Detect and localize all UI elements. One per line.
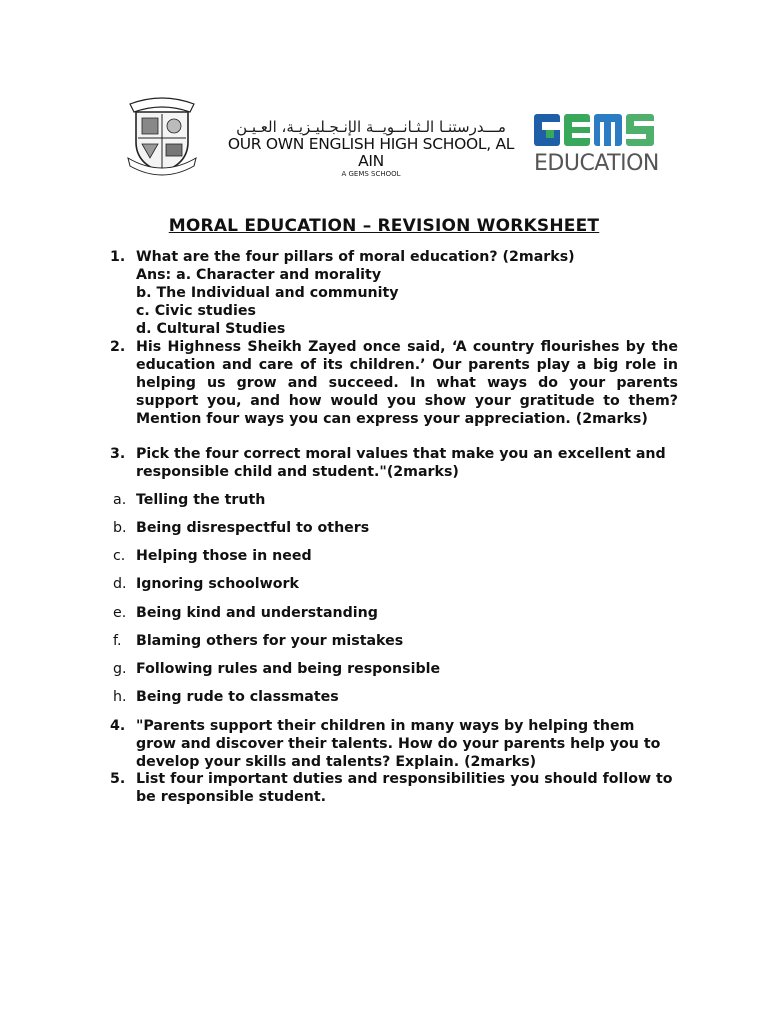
option-item: [110, 575, 678, 593]
option-text: Being disrespectful to others: [136, 520, 370, 536]
question-number: 1.: [110, 249, 126, 265]
option-text: Being kind and understanding: [136, 605, 378, 621]
option-text: Blaming others for your mistakes: [136, 633, 404, 649]
option-letter: e.: [113, 605, 127, 621]
option-text: Ignoring schoolwork: [136, 576, 299, 592]
option-text: Helping those in need: [136, 548, 312, 564]
option-text: Telling the truth: [136, 492, 266, 508]
option-item: [110, 547, 678, 565]
answer-line: Ans: a. Character and morality: [136, 267, 382, 283]
answer-line: c. Civic studies: [136, 303, 256, 319]
question-3: [110, 445, 678, 481]
option-item: [110, 660, 678, 678]
question-text: What are the four pillars of moral education? (2marks): [136, 249, 575, 265]
school-name-arabic: مـــدرستنـا الـثـانــويــة الإنـجـليـزيـة، العـيـن: [236, 118, 506, 136]
gems-education-logo: [532, 112, 659, 178]
gems-logo-mark: [532, 112, 656, 148]
question-text: "Parents support their children in many ways by helping them grow and discover their talents. How do your parents help you to develop your skills and talents? Explain. (2marks): [136, 718, 661, 770]
question-text: Pick the four correct moral values that make you an excellent and responsible child and student."(2marks): [136, 446, 666, 480]
option-item: [110, 519, 678, 537]
question-1: [110, 248, 678, 338]
school-tagline: A GEMS SCHOOL: [341, 170, 401, 178]
question-4: [110, 717, 678, 771]
option-item: [110, 604, 678, 622]
option-item: [110, 688, 678, 706]
question-number: 2.: [110, 339, 126, 355]
school-crest-logo: [124, 94, 200, 176]
option-text: Being rude to classmates: [136, 689, 339, 705]
answer-line: d. Cultural Studies: [136, 321, 286, 337]
gems-logo-education-text: EDUCATION: [534, 151, 659, 176]
option-letter: c.: [113, 548, 126, 564]
option-letter: b.: [113, 520, 127, 536]
question-2: [110, 338, 678, 428]
school-name-block: [220, 118, 522, 179]
page-title: MORAL EDUCATION – REVISION WORKSHEET: [168, 216, 600, 236]
option-item: [110, 491, 678, 509]
school-name-english: OUR OWN ENGLISH HIGH SCHOOL, AL AIN: [227, 135, 515, 170]
option-letter: h.: [113, 689, 127, 705]
question-number: 3.: [110, 446, 126, 462]
question-5: [110, 770, 678, 806]
question-number: 5.: [110, 771, 126, 787]
answer-line: b. The Individual and community: [136, 285, 399, 301]
option-text: Following rules and being responsible: [136, 661, 441, 677]
option-letter: d.: [113, 576, 127, 592]
page-header: [0, 0, 768, 200]
option-letter: f.: [113, 633, 122, 649]
option-letter: a.: [113, 492, 127, 508]
option-letter: g.: [113, 661, 127, 677]
question-text: His Highness Sheikh Zayed once said, ‘A country flourishes by the education and care of its children.’ Our parents play a big role in helping us grow and succeed. In what ways do your parents support you, and how would you show your gratitude to them? Mention four ways you can express your appreciation. (2marks): [136, 339, 678, 427]
question-text: List four important duties and responsibilities you should follow to be responsible student.: [136, 771, 673, 805]
question-number: 4.: [110, 718, 126, 734]
option-item: [110, 632, 678, 650]
